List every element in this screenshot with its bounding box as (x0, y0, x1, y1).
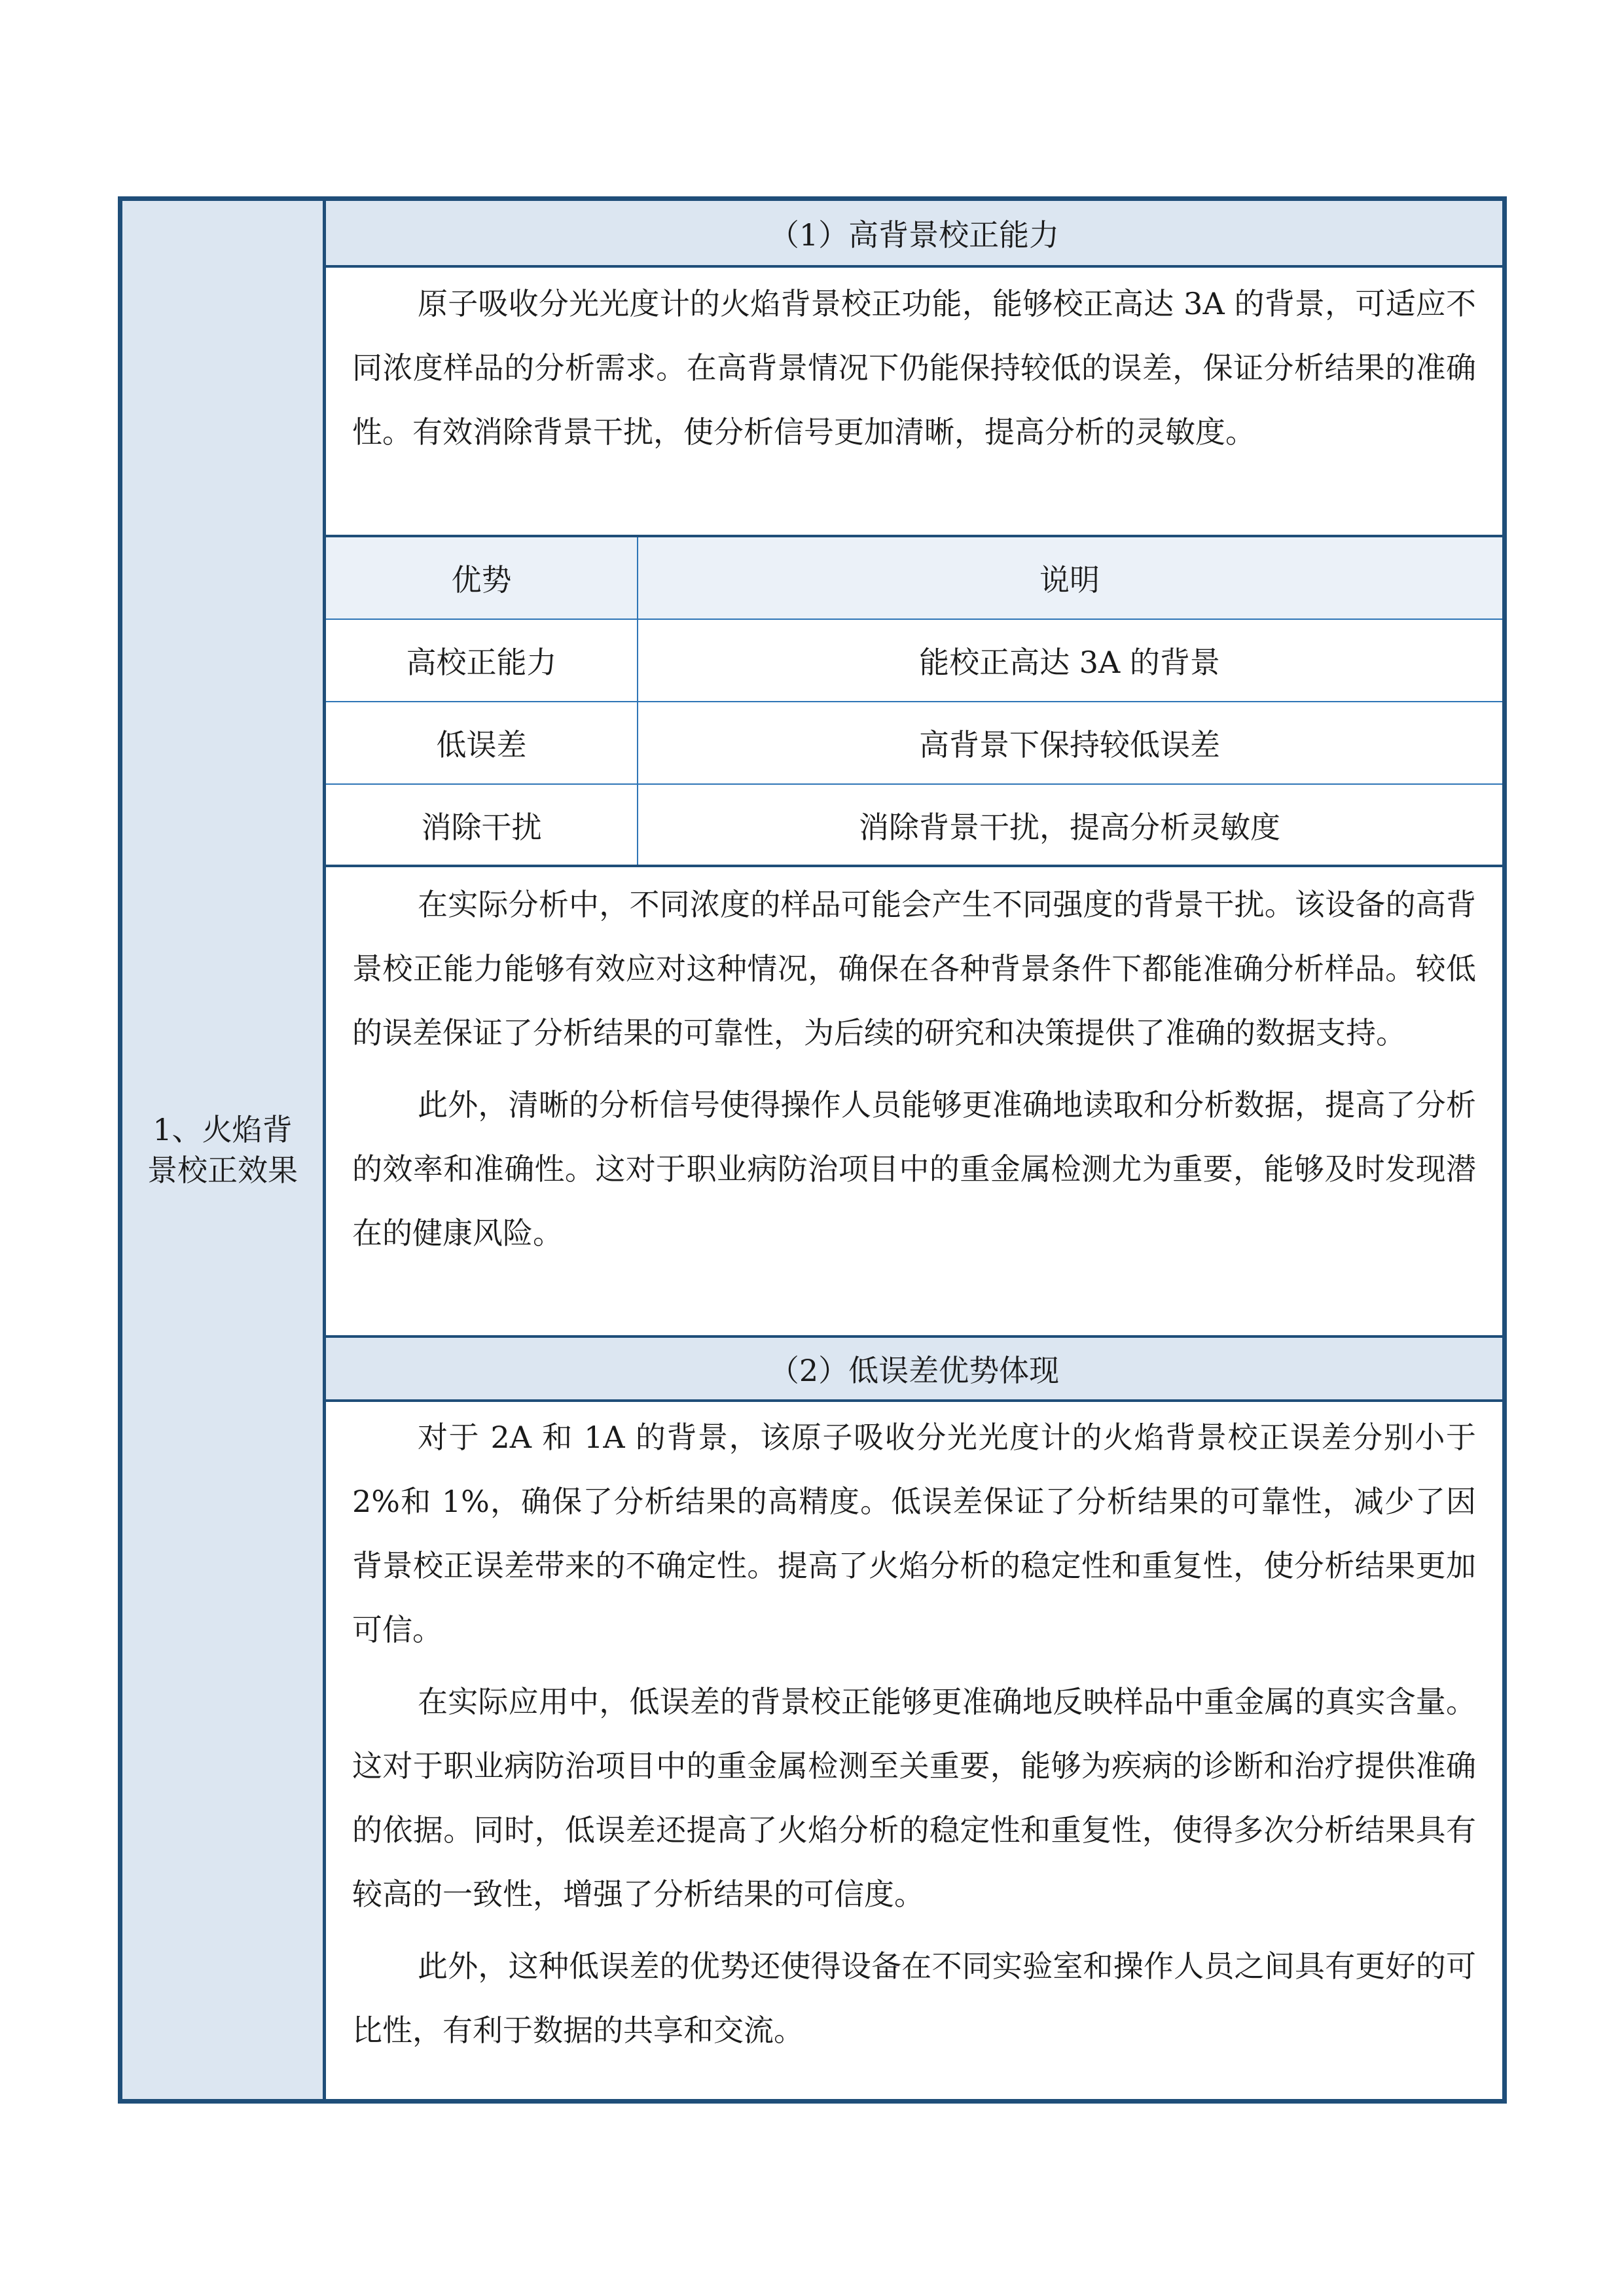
table-row (326, 702, 1502, 783)
block2-body (352, 1405, 1476, 2062)
paragraph: 在实际分析中，不同浓度的样品可能会产生不同强度的背景干扰。该设备的高背景校正能力能够有效应对这种情况，确保在各种背景条件下都能准确分析样品。较低的误差保证了分析结果的可靠性，为后续的研究和决策提供了准确的数据支持。 (352, 887, 1476, 1050)
content-table (118, 196, 1507, 2104)
paragraph: 原子吸收分光光度计的火焰背景校正功能，能够校正高达 3A 的背景，可适应不同浓度样品的分析需求。在高背景情况下仍能保持较低的误差，保证分析结果的准确性。有效消除背景干扰，使分析信号更加清晰，提高分析的灵敏度。 (352, 286, 1476, 450)
table-header-advantage: 优势 (451, 562, 512, 598)
paragraph: 此外，这种低误差的优势还使得设备在不同实验室和操作人员之间具有更好的可比性，有利于数据的共享和交流。 (352, 1948, 1476, 2048)
block1-intro (352, 272, 1476, 464)
advantage-table (326, 537, 1502, 865)
table-row (326, 785, 1502, 866)
table-cell: 消除干扰 (421, 810, 542, 845)
table-cell: 低误差 (436, 727, 527, 762)
table-header-row (326, 537, 1502, 619)
block1-title: （1）高背景校正能力 (326, 201, 1502, 265)
divider (326, 1399, 1502, 1402)
table-cell: 能校正高达 3A 的背景 (919, 645, 1220, 680)
paragraph: 在实际应用中，低误差的背景校正能够更准确地反映样品中重金属的真实含量。这对于职业病防治项目中的重金属检测至关重要，能够为疾病的诊断和治疗提供准确的依据。同时，低误差还提高了火焰分析的稳定性和重复性，使得多次分析结果具有较高的一致性，增强了分析结果的可信度。 (352, 1684, 1476, 1912)
table-header-description: 说明 (1039, 562, 1100, 598)
paragraph: 此外，清晰的分析信号使得操作人员能够更准确地读取和分析数据，提高了分析的效率和准确性。这对于职业病防治项目中的重金属检测尤为重要，能够及时发现潜在的健康风险。 (352, 1087, 1476, 1251)
table-cell: 消除背景干扰，提高分析灵敏度 (859, 810, 1280, 845)
block1-body (352, 872, 1476, 1265)
table-row (326, 620, 1502, 701)
section-label-cell (122, 201, 326, 2099)
content-column (326, 201, 1502, 2099)
section-label: 1、火焰背景校正效果 (147, 1112, 298, 1188)
table-cell: 高校正能力 (406, 645, 557, 680)
divider (326, 265, 1502, 268)
column-divider (637, 537, 638, 866)
table-cell: 高背景下保持较低误差 (919, 727, 1220, 762)
paragraph: 对于 2A 和 1A 的背景，该原子吸收分光光度计的火焰背景校正误差分别小于 2%和 1%，确保了分析结果的高精度。低误差保证了分析结果的可靠性，减少了因背景校正误差带来的不确定性。提高了火焰分析的稳定性和重复性，使分析结果更加可信。 (352, 1420, 1476, 1647)
divider (326, 865, 1502, 867)
block2-title: （2）低误差优势体现 (326, 1338, 1502, 1399)
